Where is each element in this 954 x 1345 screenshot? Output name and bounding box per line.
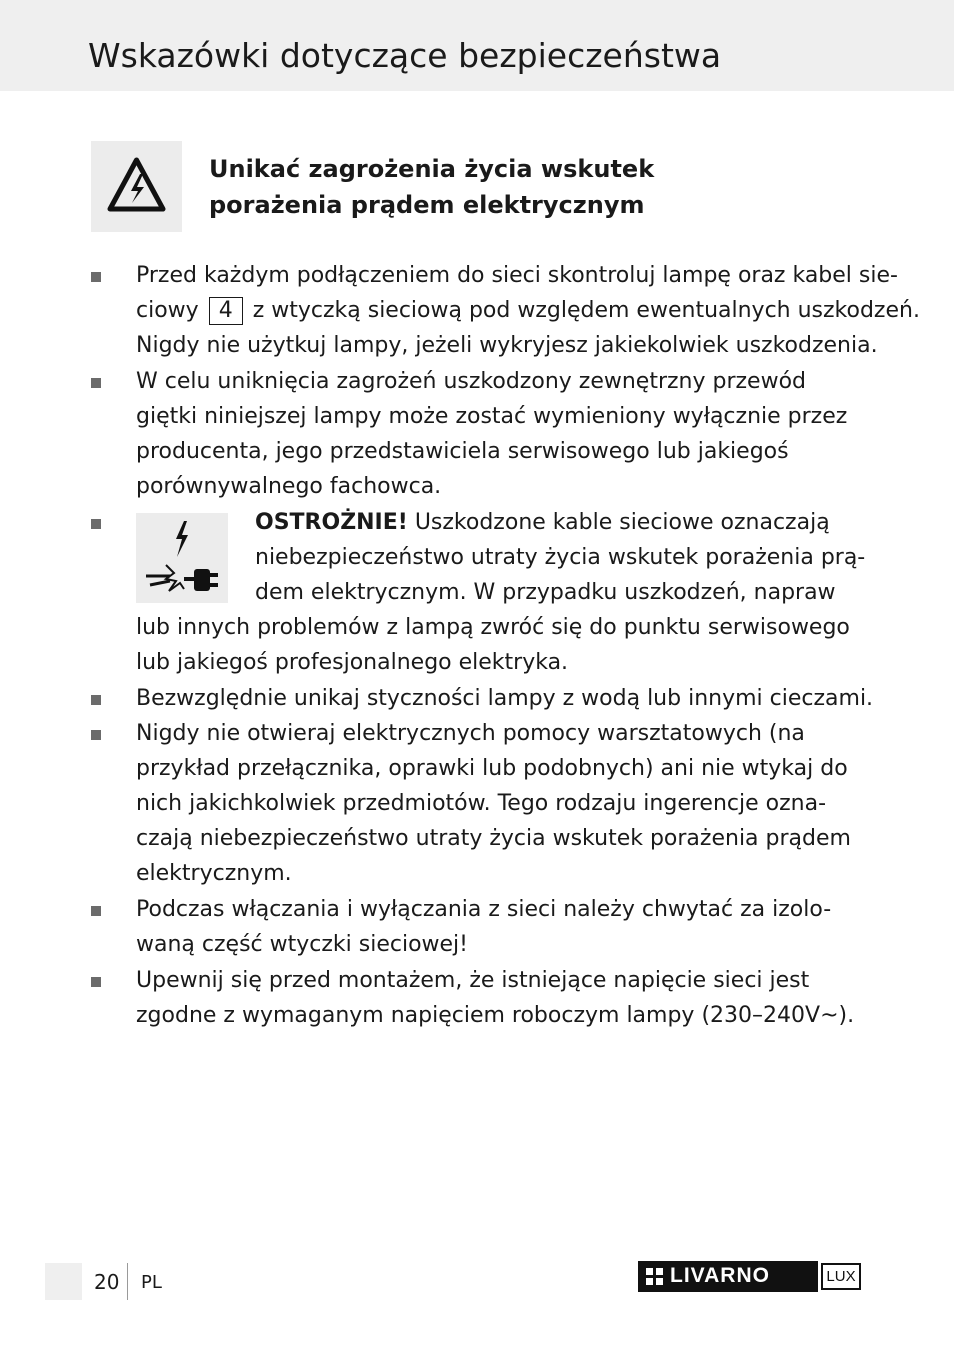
warning-icon-box (91, 141, 182, 232)
item-text: Uszkodzone kable sieciowe oznaczają (414, 510, 830, 535)
item-line: dem elektrycznym. W przypadku uszkodzeń, napraw (255, 580, 836, 605)
livarno-grid-icon (644, 1261, 668, 1292)
item-line: czają niebezpieczeństwo utraty życia wskutek porażenia prądem (136, 826, 851, 851)
brand-logo-main (638, 1261, 818, 1292)
bullet-square (91, 730, 101, 740)
item-line: Upewnij się przed montażem, że istniejące napięcie sieci jest (136, 968, 810, 993)
page-header (0, 0, 954, 91)
item-line: W celu uniknięcia zagrożeń uszkodzony zewnętrzny przewód (136, 369, 807, 394)
item-line: elektrycznym. (136, 861, 292, 886)
warning-heading (209, 151, 654, 223)
brand-logo (638, 1261, 863, 1292)
item-line: nich jakichkolwiek przedmiotów. Tego rodzaju ingerencje ozna- (136, 791, 827, 816)
warning-heading-line-1: Unikać zagrożenia życia wskutek (209, 155, 655, 183)
bullet-square (91, 272, 101, 282)
item-line: Nigdy nie użytkuj lampy, jeżeli wykryjesz jakiekolwiek uszkodzenia. (136, 333, 878, 358)
item-line: Przed każdym podłączeniem do sieci skontroluj lampę oraz kabel sie- (136, 263, 898, 288)
bullet-square (91, 695, 101, 705)
item-line: waną część wtyczki sieciowej! (136, 932, 468, 957)
item-line: producenta, jego przedstawiciela serwisowego lub jakiegoś (136, 439, 789, 464)
bullet-square (91, 906, 101, 916)
language-code: PL (141, 1272, 162, 1293)
part-reference-box: 4 (209, 297, 243, 325)
high-voltage-warning-icon (91, 141, 182, 232)
footer-divider (127, 1263, 128, 1300)
shock-icon-box (136, 513, 228, 603)
item-line: przykład przełącznika, oprawki lub podobnych) ani nie wtykaj do (136, 756, 848, 781)
item-line (136, 293, 920, 328)
page-number: 20 (94, 1270, 120, 1294)
item-line: Bezwzględnie unikaj styczności lampy z wodą lub innymi cieczami. (136, 686, 874, 711)
brand-suffix: LUX (821, 1263, 861, 1290)
item-line: lub innych problemów z lampą zwróć się do punktu serwisowego (136, 615, 850, 640)
item-text: z wtyczką sieciową pod względem ewentualnych uszkodzeń. (252, 298, 920, 323)
page-title: Wskazówki dotyczące bezpieczeństwa (88, 36, 722, 75)
item-line: niebezpieczeństwo utraty życia wskutek porażenia prą- (255, 545, 866, 570)
item-line: zgodne z wymaganym napięciem roboczym lampy (230–240V~). (136, 1003, 855, 1028)
item-line: Nigdy nie otwieraj elektrycznych pomocy warsztatowych (na (136, 721, 805, 746)
caution-label: OSTROŻNIE! (255, 510, 408, 535)
bullet-square (91, 519, 101, 529)
bullet-square (91, 977, 101, 987)
item-line: lub jakiegoś profesjonalnego elektryka. (136, 650, 569, 675)
bullet-square (91, 378, 101, 388)
item-line: porównywalnego fachowca. (136, 474, 442, 499)
item-text: ciowy (136, 298, 199, 323)
item-line (255, 505, 830, 540)
damaged-cable-shock-icon (136, 513, 228, 603)
brand-name: LIVARNO (670, 1264, 770, 1287)
item-line: giętki niniejszej lampy może zostać wymieniony wyłącznie przez (136, 404, 848, 429)
item-line: Podczas włączania i wyłączania z sieci należy chwytać za izolo- (136, 897, 832, 922)
footer-marker (45, 1263, 82, 1300)
warning-heading-line-2: porażenia prądem elektrycznym (209, 191, 645, 219)
